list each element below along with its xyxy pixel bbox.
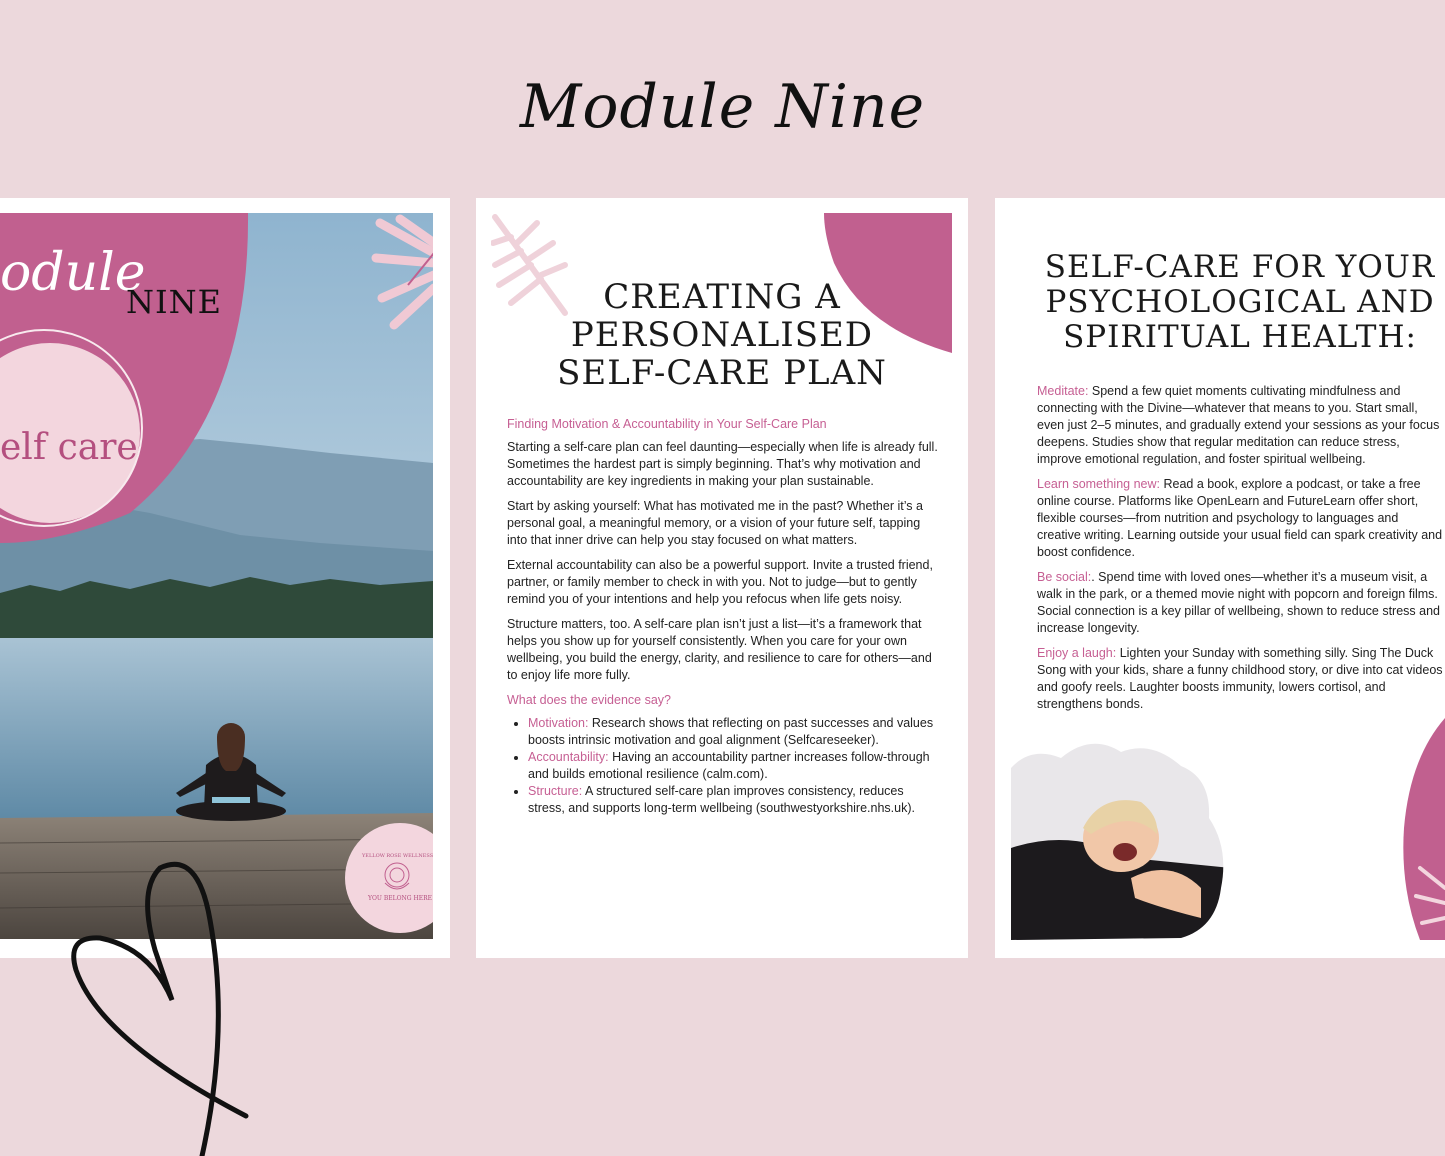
badge-bottom-text: YOU BELONG HERE [368, 895, 432, 902]
health-item-text: Lighten your Sunday with something silly. Sing The Duck Song with your kids, share a funny childhood story, or dive into cat videos and goofy reels. Laughter boosts immunity, lowers cortisol, and strengthens bonds. [1037, 646, 1443, 711]
badge-top-text: YELLOW ROSE WELLNESS [362, 853, 433, 859]
evidence-label: Accountability: [528, 750, 609, 764]
health-item [1037, 645, 1445, 713]
plan-paragraph: Starting a self-care plan can feel daunting—especially when life is already full. Sometimes the hardest part is simply beginning. That’s why motivation and accountability are key ingredients in making your plan sustainable. [507, 440, 938, 488]
evidence-text: A structured self-care plan improves consistency, reduces stress, and supports long-term wellbeing (southwestyorkshire.nhs.uk). [528, 784, 915, 815]
heart-doodle-icon [60, 850, 260, 1156]
health-body [1037, 383, 1445, 721]
health-item-text: . Spend time with loved ones—whether it’s a museum visit, a walk in the park, or a themed movie night with popcorn and foreign films. Social connection is a key pillar of wellbeing, shown to reduce stress and increase longevity. [1037, 570, 1440, 635]
health-item-text: Spend a few quiet moments cultivating mindfulness and connecting with the Divine—whatever that means to you. Start small, even just 2–5 minutes, and gradually extend your sessions as your focus deepens. Studies show that regular meditation can reduce stress, improve emotional regulation, and foster spiritual wellbeing. [1037, 384, 1440, 466]
plan-title-line: PERSONALISED [570, 315, 874, 355]
cover-script-word: odule [0, 243, 146, 303]
plan-title-line: CREATING A [603, 277, 841, 317]
evidence-list [507, 715, 939, 817]
health-item-text: Read a book, explore a podcast, or take a free online course. Platforms like OpenLearn and FutureLearn offer short, flexible courses—from nutrition and psychology to languages and creative writing. Learning outside your usual field can spark creativity and boost confidence. [1037, 477, 1443, 559]
evidence-label: Motivation: [528, 716, 589, 730]
plan-paragraph: Structure matters, too. A self-care plan isn’t just a list—it’s a framework that helps you show up for yourself consistently. When you care for your own wellbeing, you build the energy, clarity, and resilience to care for others—and to enjoy life more fully. [507, 617, 932, 682]
health-item-label: Be social: [1037, 570, 1092, 584]
plan-page [476, 198, 968, 958]
lake-meditation-photo [0, 213, 433, 939]
evidence-item [528, 749, 939, 783]
brand-badge [345, 823, 433, 933]
health-item [1037, 476, 1445, 561]
cover-number-word: NINE [126, 283, 222, 321]
health-title-line: SELF-CARE FOR YOUR [1044, 249, 1436, 285]
health-item-label: Learn something new: [1037, 477, 1160, 491]
evidence-label: Structure: [528, 784, 583, 798]
plan-title-line: SELF-CARE PLAN [557, 353, 887, 393]
cover-circle-label: elf care [0, 427, 138, 468]
psychological-health-page [995, 198, 1445, 958]
pink-corner-blob [1400, 718, 1445, 940]
evidence-text: Having an accountability partner increases follow-through and builds emotional resilience (calm.com). [528, 750, 930, 781]
health-title-line: SPIRITUAL HEALTH: [1063, 319, 1417, 355]
evidence-text: Research shows that reflecting on past successes and values boosts intrinsic motivation and goal alignment (Selfcareseeker). [528, 716, 934, 747]
page-heading: Module Nine [519, 72, 926, 142]
laughing-child-photo [1011, 738, 1231, 940]
health-item [1037, 569, 1445, 637]
health-item [1037, 383, 1445, 468]
palm-leaf-icon [370, 213, 433, 343]
health-title [1015, 250, 1445, 355]
health-item-label: Meditate: [1037, 384, 1089, 398]
evidence-heading: What does the evidence say? [507, 693, 671, 707]
health-title-line: PSYCHOLOGICAL AND [1045, 284, 1435, 320]
cover-page [0, 198, 450, 958]
plan-paragraph: External accountability can also be a powerful support. Invite a trusted friend, partner, or family member to check in with you. Not to judge—but to gently remind you of your intentions and help you refocus when life gets noisy. [507, 558, 933, 606]
plan-title [516, 278, 928, 392]
evidence-item [528, 783, 939, 817]
plan-paragraph: Start by asking yourself: What has motivated me in the past? Whether it’s a personal goal, a meaningful memory, or a vision of your future self, tapping into that inner drive can help you stay focused on what matters. [507, 499, 923, 547]
evidence-item [528, 715, 939, 749]
health-item-label: Enjoy a laugh: [1037, 646, 1117, 660]
plan-body [507, 416, 939, 817]
plan-subheading: Finding Motivation & Accountability in Your Self-Care Plan [507, 417, 827, 431]
